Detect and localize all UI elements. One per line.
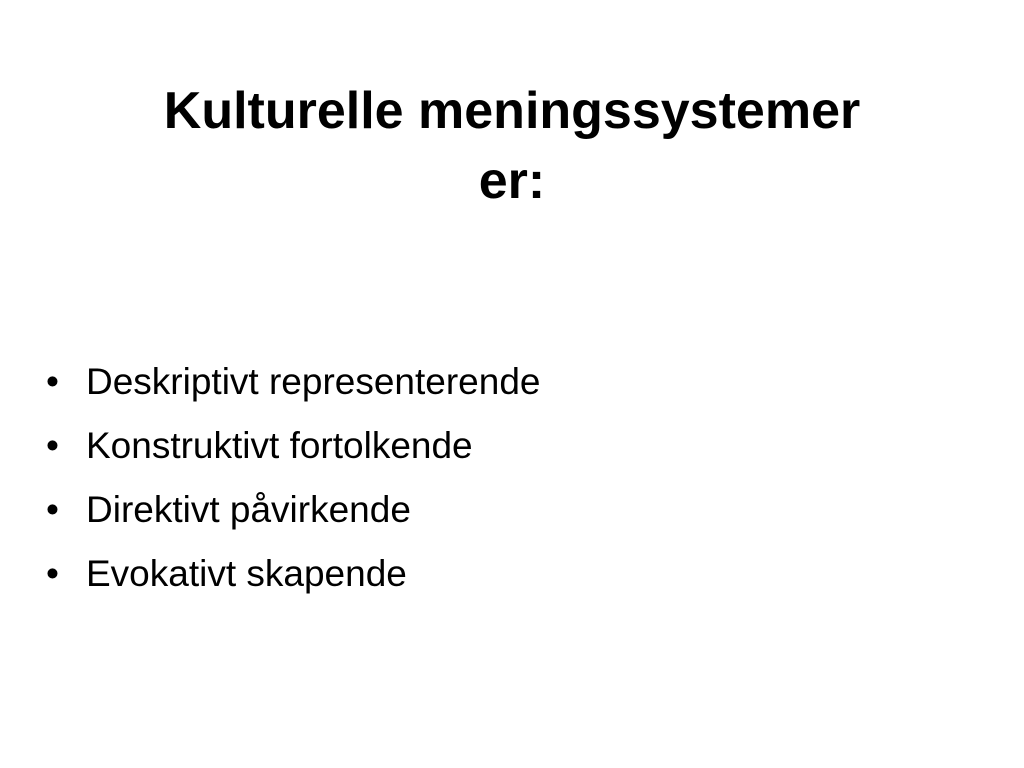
- bullet-text: Deskriptivt representerende: [86, 361, 541, 402]
- bullet-marker: •: [46, 425, 59, 466]
- bullet-item: [44, 478, 964, 542]
- slide-title: Kulturelle meningssystemer er:: [163, 82, 861, 210]
- bullet-text: Direktivt påvirkende: [86, 489, 411, 530]
- bullet-item: [44, 350, 964, 414]
- bullet-list: [44, 350, 964, 606]
- bullet-marker: •: [46, 361, 59, 402]
- bullet-marker: •: [46, 489, 59, 530]
- bullet-text: Evokativt skapende: [86, 553, 407, 594]
- bullet-marker: •: [46, 553, 59, 594]
- bullet-text: Konstruktivt fortolkende: [86, 425, 473, 466]
- bullet-item: [44, 542, 964, 606]
- bullet-item: [44, 414, 964, 478]
